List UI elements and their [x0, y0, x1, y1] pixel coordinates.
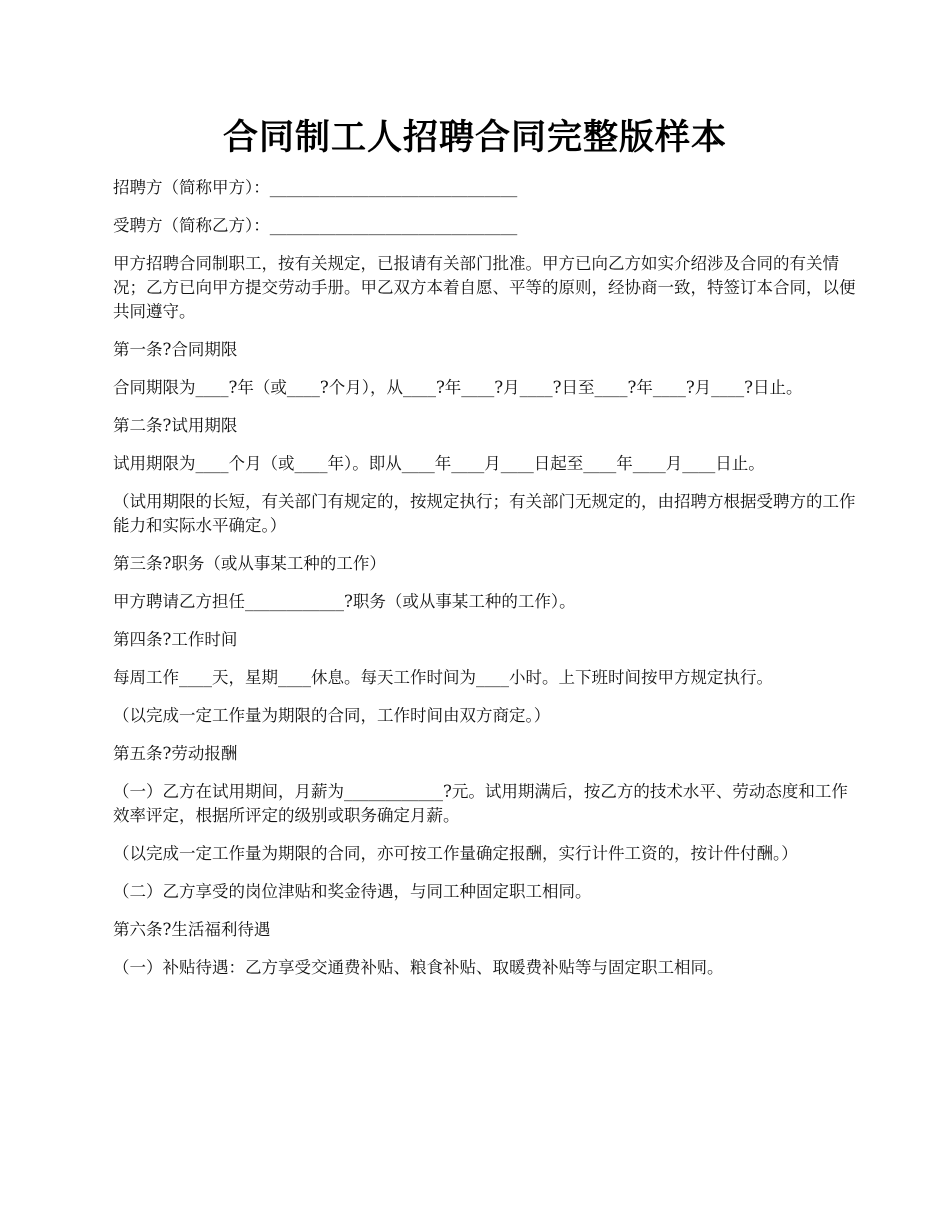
article-1-heading: 第一条?合同期限	[113, 340, 238, 359]
article-5-note: （以完成一定工作量为期限的合同，亦可按工作量确定报酬，实行计件工资的，按计件付酬。）	[113, 844, 798, 863]
article-5-clause-1: （一）乙方在试用期间，月薪为____________?元。试用期满后，按乙方的技术水平、劳动态度和工作效率评定，根据所评定的级别或职务确定月薪。	[113, 782, 848, 825]
article-4-note: （以完成一定工作量为期限的合同，工作时间由双方商定。）	[113, 706, 551, 725]
article-2-heading: 第二条?试用期限	[113, 416, 238, 435]
preamble-paragraph: 甲方招聘合同制职工，按有关规定，已报请有关部门批准。甲方已向乙方如实介绍涉及合同的有关情况；乙方已向甲方提交劳动手册。甲乙双方本着自愿、平等的原则，经协商一致，特签订本合同，以便共同遵守。	[113, 254, 856, 321]
party-b-line: 受聘方（简称乙方）：______________________________	[113, 216, 518, 235]
article-3-text: 甲方聘请乙方担任____________?职务（或从事某工种的工作）。	[113, 592, 576, 611]
article-2-note: （试用期限的长短，有关部门有规定的，按规定执行；有关部门无规定的，由招聘方根据受聘方的工作能力和实际水平确定。）	[113, 492, 856, 535]
document-title: 合同制工人招聘合同完整版样本	[222, 117, 727, 158]
document-body	[113, 176, 858, 994]
article-5-clause-2: （二）乙方享受的岗位津贴和奖金待遇，与同工种固定职工相同。	[113, 882, 592, 901]
article-6-clause-1: （一）补贴待遇：乙方享受交通费补贴、粮食补贴、取暖费补贴等与固定职工相同。	[113, 958, 724, 977]
article-2-text: 试用期限为____个月（或____年）。即从____年____月____日起至____年____月____日止。	[113, 454, 765, 473]
article-6-heading: 第六条?生活福利待遇	[113, 920, 271, 939]
article-4-text: 每周工作____天，星期____休息。每天工作时间为____小时。上下班时间按甲方规定执行。	[113, 668, 773, 687]
article-4-heading: 第四条?工作时间	[113, 630, 238, 649]
article-3-heading: 第三条?职务（或从事某工种的工作）	[113, 554, 386, 573]
article-1-text: 合同期限为____?年（或____?个月），从____?年____?月____?日至____?年____?月____?日止。	[113, 378, 803, 397]
party-a-line: 招聘方（简称甲方）：______________________________	[113, 178, 518, 197]
article-5-heading: 第五条?劳动报酬	[113, 744, 238, 763]
